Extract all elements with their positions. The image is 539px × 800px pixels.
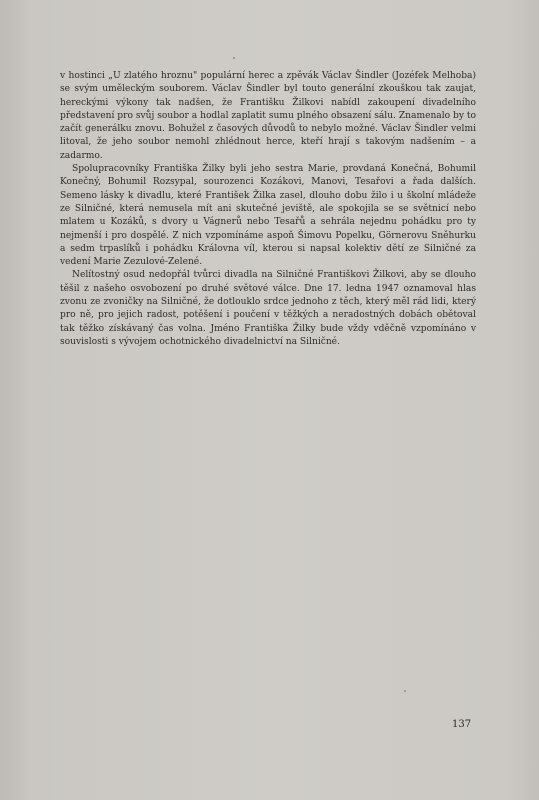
paragraph-3: Nelítostný osud nedopřál tvůrci divadla na Silničné Františkovi Žilkovi, aby se dlouho těšil z našeho osvobození po druhé světové válce. Dne 17. ledna 1947 oznamoval hlas zvonu ze zvoničky na Silničné, že dotlouklo srdce jednoho z těch, který měl rád lidi, který pro ně, pro jejich radost, potěšení i poučení v těžkých a neradostných dobách obětoval tak těžko získávaný čas volna. Jméno Františka Žilky bude vždy vděčně vzpomínáno v souvislosti s vývojem ochotnického divadelnictví na Silničné. [60,270,476,347]
paper-speck [233,57,235,59]
paragraph-2: Spolupracovníky Františka Žilky byli jeho sestra Marie, provdaná Konečná, Bohumil Konečný, Bohumil Rozsypal, sourozenci Kozákovi, Manovi, Tesařovi a řada dalších. Semeno lásky k divadlu, které František Žilka zasel, dlouho dobu žilo i u školní mládeže ze Silničné, která nemusela mít ani skutečné jeviště, ale spokojila se se světnicí nebo mlatem u Kozáků, s dvory u Vágnerů nebo Tesařů a sehrála nejednu pohádku pro ty nejmenší i pro dospělé. Z nich vzpomínáme aspoň Šimovu Popelku, Görnerovu Sněhurku a sedm trpaslíků i pohádku Královna víl, kterou si napsal kolektiv dětí ze Silničné za vedení Marie Zezulové-Zelené. [60,164,476,268]
paper-speck [404,690,406,692]
paragraph-1: v hostinci „U zlatého hroznu" populární herec a zpěvák Václav Šindler (Jozéfek Melhoba) se svým uměleckým souborem. Václav Šindler byl touto generální zkouškou tak zaujat, hereckými výkony tak nadšen, že Františku Žilkovi nabídl zakoupení divadelního představení pro svůj soubor a hodlal zaplatit sumu plného obsazení sálu. Znamenalo by to začít generálku znovu. Bohužel z časových důvodů to nebylo možné. Václav Šindler velmi litoval, že jeho soubor nemohl zhlédnout herce, kteří hrají s takovým nadšením – a zadarmo. [60,71,476,161]
body-text [60,70,476,349]
page-number: 137 [452,719,472,730]
